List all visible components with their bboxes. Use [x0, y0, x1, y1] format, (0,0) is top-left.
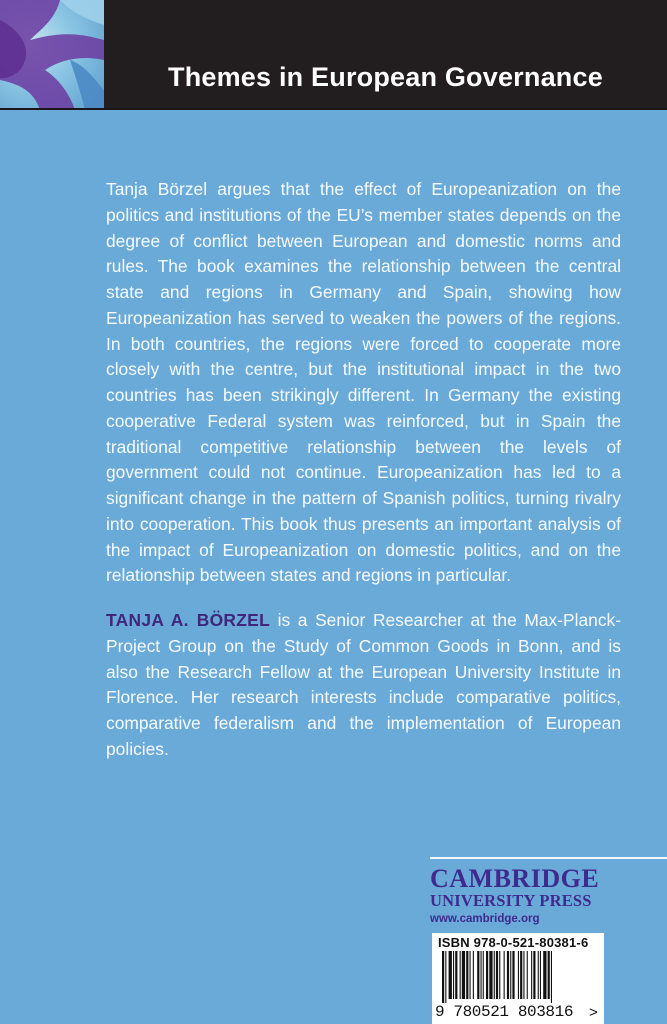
barcode-digits: 9 780521 803816: [435, 1003, 574, 1021]
barcode-bar: [538, 951, 539, 999]
header-divider: [0, 108, 667, 110]
barcode-bar: [477, 951, 479, 999]
barcode-bar: [531, 951, 532, 999]
description-paragraph: Tanja Börzel argues that the effect of Europeanization on the politics and institutions of the EU’s member states depends on the degree of conflict between European and domestic norms and rules. The book examines the relationship between the central state and regions in Germany and Spain, showing how Europeanization has served to weaken the powers of the regions. In both countries, the regions were forced to cooperate more closely with the centre, but the institutional impact in the two countries has been strikingly different. In Germany the existing cooperative Federal system was reinforced, but in Spain the traditional competitive relationship between the levels of government could not continue. Europeanization has led to a significant change in the pattern of Spanish politics, turning rivalry into cooperation. This book thus presents an important analysis of the impact of Europeanization on domestic politics, and on the relationship between states and regions in particular.: [106, 179, 621, 586]
barcode-bar: [504, 951, 505, 999]
barcode-bar: [489, 951, 492, 999]
author-bio-text: is a Senior Researcher at the Max-Planck-Project Group on the Study of Common Goods in Bonn, and is also the Research Fellow at the European University Institute in Florence. Her research interests include comparative politics, comparative federalism and the implementation of European policies.: [106, 610, 621, 759]
barcode-bar: [462, 951, 465, 999]
barcode-bar: [470, 951, 471, 999]
publisher-divider: [430, 857, 667, 859]
cover-art-image: [0, 0, 104, 110]
barcode-bar: [445, 951, 446, 1003]
barcode-bar: [499, 951, 500, 999]
author-name: TANJA A. BÖRZEL: [106, 610, 270, 630]
barcode-bar: [512, 951, 514, 999]
isbn-label: ISBN 978-0-521-80381-6: [438, 935, 589, 950]
barcode-bar: [507, 951, 509, 999]
barcode-bar: [481, 951, 482, 999]
barcode-bar: [548, 951, 550, 999]
barcode-bar: [510, 951, 511, 999]
publisher-subtitle: UNIVERSITY PRESS: [430, 891, 592, 910]
barcode-bar: [453, 951, 454, 999]
barcode-bar: [540, 951, 541, 999]
publisher-logo: [430, 866, 620, 927]
barcode-panel: [432, 933, 604, 1024]
barcode-bar: [518, 951, 519, 999]
barcode-bar: [486, 951, 488, 999]
author-bio: [106, 608, 621, 763]
publisher-name: CAMBRIDGE: [430, 864, 600, 893]
barcode-bar: [527, 951, 528, 999]
barcode-bar: [466, 951, 468, 999]
barcode-bar: [533, 951, 535, 999]
barcode-bar: [494, 951, 495, 999]
series-title: Themes in European Governance: [168, 62, 603, 92]
barcode-bar: [473, 951, 474, 999]
barcode-bar: [483, 951, 484, 999]
series-header-band: [0, 0, 667, 110]
barcode-bars: [436, 951, 600, 1003]
barcode-bar: [523, 951, 524, 999]
cover-art-shape: [0, 0, 104, 110]
barcode-bar: [496, 951, 498, 999]
barcode-bar: [449, 951, 452, 999]
barcode-bar: [543, 951, 546, 999]
barcode-bar: [460, 951, 461, 999]
barcode-bar: [442, 951, 444, 1003]
publisher-url: www.cambridge.org: [430, 913, 540, 925]
book-description: [106, 177, 621, 589]
barcode-bar: [551, 951, 552, 1003]
barcode-arrow: >: [589, 1004, 598, 1021]
barcode-bar: [455, 951, 457, 999]
barcode-bar: [520, 951, 522, 999]
